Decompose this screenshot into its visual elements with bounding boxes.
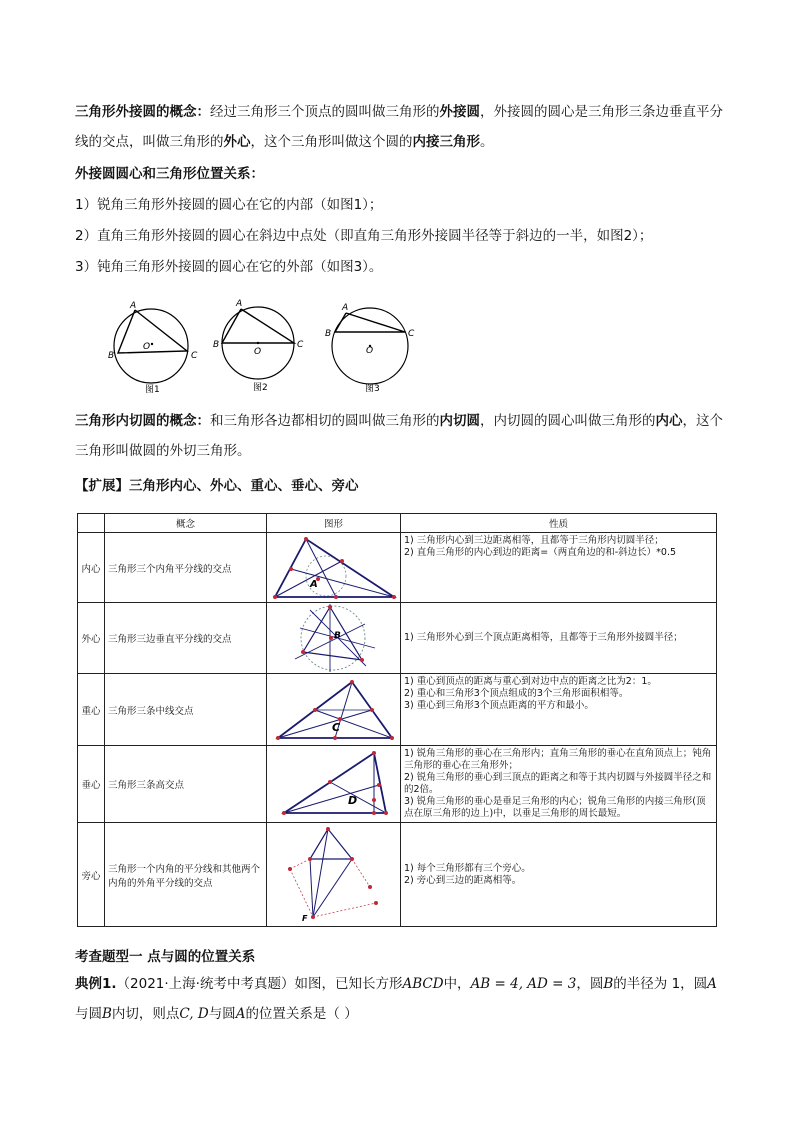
fig3-caption: 图3 bbox=[365, 384, 380, 394]
row-name: 重心 bbox=[78, 674, 105, 746]
orthocenter-label: D bbox=[347, 794, 357, 807]
excenter-label: F bbox=[301, 913, 307, 923]
row-name: 旁心 bbox=[78, 823, 105, 927]
fig3-label-c: C bbox=[408, 329, 415, 339]
fig2-label-c: C bbox=[297, 340, 304, 350]
row-concept: 三角形三边垂直平分线的交点 bbox=[105, 603, 267, 674]
centroid-figure bbox=[267, 674, 401, 746]
right-case: 2）直角三角形外接圆的圆心在斜边中点处（即直角三角形外接圆半径等于斜边的一半，如图2）； bbox=[75, 228, 653, 244]
fig1-label-a: A bbox=[130, 301, 137, 311]
fig3-label-o: O bbox=[366, 346, 374, 356]
incenter-figure bbox=[267, 533, 401, 603]
row-properties: 1) 三角形外心到三个顶点距离相等，且都等于三角形外接圆半径； bbox=[401, 603, 717, 674]
fig2-caption: 图2 bbox=[253, 383, 268, 393]
triangle-centers-table bbox=[77, 513, 717, 927]
row-properties: 1) 三角形内心到三边距离相等，且都等于三角形内切圆半径； 2) 直角三角形的内心到边的距离=（两直角边的和-斜边长）*0.5 bbox=[401, 533, 717, 603]
row-name: 内心 bbox=[78, 533, 105, 603]
header-properties: 性质 bbox=[401, 514, 717, 533]
fig1-label-c: C bbox=[191, 351, 198, 361]
row-concept: 三角形三条中线交点 bbox=[105, 674, 267, 746]
table-row bbox=[78, 533, 717, 603]
header-figure: 图形 bbox=[267, 514, 401, 533]
fig1-label-o: O bbox=[143, 342, 151, 352]
acute-case: 1）锐角三角形外接圆的圆心在它的内部（如图1）； bbox=[75, 197, 383, 213]
circumcenter-figure bbox=[267, 603, 401, 674]
circumcenter-label: B bbox=[333, 631, 341, 641]
fig2-label-b: B bbox=[213, 340, 220, 350]
fig3-label-b: B bbox=[325, 329, 332, 339]
row-concept: 三角形一个内角的平分线和其他两个内角的外角平分线的交点 bbox=[105, 823, 267, 927]
row-concept: 三角形三个内角平分线的交点 bbox=[105, 533, 267, 603]
row-name: 外心 bbox=[78, 603, 105, 674]
row-properties: 1) 锐角三角形的垂心在三角形内；直角三角形的垂心在直角顶点上；钝角三角形的垂心在三角形外； 2) 锐角三角形的垂心到三顶点的距离之和等于其内切圆与外接圆半径之和的2倍。 3) 锐角三角形的垂心是垂足三角形的内心；锐角三角形的内接三角形(顶点在原三角形的边上)中，以垂足三角形的周长最短。 bbox=[401, 746, 717, 823]
table-header-row bbox=[78, 514, 717, 533]
extension-heading: 【扩展】三角形内心、外心、重心、垂心、旁心 bbox=[75, 478, 359, 494]
figure-3 bbox=[322, 296, 422, 394]
table-row bbox=[78, 603, 717, 674]
fig2-label-o: O bbox=[254, 347, 262, 357]
table-row bbox=[78, 674, 717, 746]
figure-1 bbox=[105, 296, 205, 394]
fig1-label-b: B bbox=[108, 351, 115, 361]
table-row bbox=[78, 746, 717, 823]
fig3-label-a: A bbox=[342, 303, 349, 313]
circumcircle-definition: 三角形外接圆的概念：经过三角形三个顶点的圆叫做三角形的外接圆，外接圆的圆心是三角形三条边垂直平分线的交点，叫做三角形的外心，这个三角形叫做这个圆的内接三角形。 bbox=[75, 104, 723, 150]
fig1-caption: 图1 bbox=[145, 385, 160, 394]
header-blank bbox=[78, 514, 105, 533]
position-heading: 外接圆圆心和三角形位置关系： bbox=[75, 166, 264, 182]
excenter-figure bbox=[267, 823, 401, 927]
orthocenter-figure bbox=[267, 746, 401, 823]
obtuse-case: 3）钝角三角形外接圆的圆心在它的外部（如图3）。 bbox=[75, 259, 383, 275]
row-properties: 1) 每个三角形都有三个旁心。 2) 旁心到三边的距离相等。 bbox=[401, 823, 717, 927]
section-title: 考查题型一 点与圆的位置关系 bbox=[75, 949, 256, 965]
centroid-label: C bbox=[331, 720, 340, 734]
row-concept: 三角形三条高交点 bbox=[105, 746, 267, 823]
incircle-definition: 三角形内切圆的概念：和三角形各边都相切的圆叫做三角形的内切圆，内切圆的圆心叫做三角形的内心，这个三角形叫做圆的外切三角形。 bbox=[75, 413, 723, 459]
figure-2 bbox=[210, 296, 310, 394]
row-properties: 1) 重心到顶点的距离与重心到对边中点的距离之比为2：1。 2) 重心和三角形3个顶点组成的3个三角形面积相等。 3) 重心到三角形3个顶点距离的平方和最小。 bbox=[401, 674, 717, 746]
fig2-label-a: A bbox=[236, 299, 243, 309]
header-concept: 概念 bbox=[105, 514, 267, 533]
table-row bbox=[78, 823, 717, 927]
row-name: 垂心 bbox=[78, 746, 105, 823]
incenter-label: A bbox=[309, 578, 318, 590]
example-1: 典例1.（2021·上海·统考中考真题）如图，已知长方形ABCD中，AB = 4, AD = 3，圆B的半径为 1，圆A与圆B内切，则点C, D与圆A的位置关系是（ ） bbox=[75, 976, 717, 1022]
